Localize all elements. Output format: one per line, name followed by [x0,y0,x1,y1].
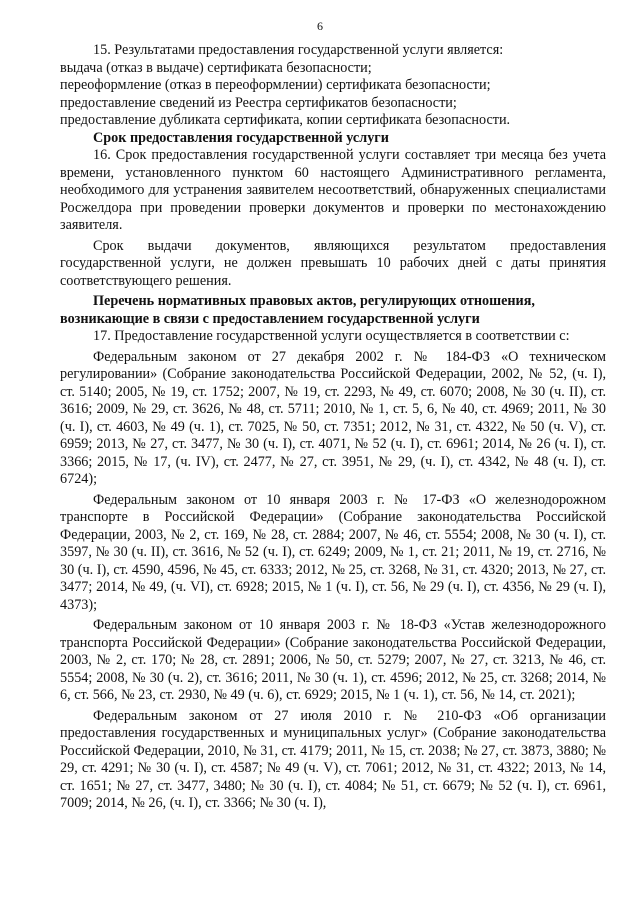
section-heading-legal-acts: Перечень нормативных правовых актов, регулирующих отношения, [93,293,535,309]
paragraph-15: 15. Результатами предоставления государственной услуги является: [93,42,504,58]
result-item-reissue: переоформление (отказ в переоформлении) сертификата безопасности; [60,77,491,93]
result-item-issue: выдача (отказ в выдаче) сертификата безопасности; [60,59,372,76]
result-item-registry: предоставление сведений из Реестра сертификатов безопасности; [60,94,457,111]
section-heading-term: Срок предоставления государственной услуги [93,129,389,146]
law-210-fz: Федеральным законом от 27 июля 2010 г. № 210-ФЗ «Об организации предоставления государственных и муниципальных услуг» (Собрание законодательства Российской Федерации, 2010, № 31, ст. 4179; 2011, № 15, ст. 2038; № 27, ст. 3873, 3880; № 29, ст. 4291; № 30 (ч. I), ст. 4587; № 49 (ч. V), ст. 7061; 2012, № 31, ст. 4322; 2013, № 14, ст. 1651; № 27, ст. 3477, 3480; № 30 (ч. I), ст. 4084; № 51, ст. 6679; № 52 (ч. I), ст. 6961, 7009; 2014, № 26, (ч. I), ст. 3366; № 30 (ч. I), [60,707,606,811]
paragraph-issue-term: Срок выдачи документов, являющихся результатом предоставления государственной услуги, не должен превышать 10 рабочих дней с даты принятия соответствующего решения. [60,237,606,289]
law-184-fz: Федеральным законом от 27 декабря 2002 г. № 184-ФЗ «О техническом регулировании» (Собрание законодательства Российской Федерации, 2002, № 52, (ч. I), ст. 5140; 2005, № 19, ст. 1752; 2007, № 19, ст. 2293, № 49, ст. 6070; 2008, № 30 (ч. II), ст. 3616; 2009, № 29, ст. 3626, № 48, ст. 5711; 2010, № 1, ст. 5, 6, № 40, ст. 4969; 2011, № 30 (ч. I), ст. 4603, № 49 (ч. 1), ст. 7025, № 50, ст. 7351; 2012, № 31, ст. 4322, № 50 (ч. V), ст. 6959; 2013, № 27, ст. 3477, № 30 (ч. I), ст. 4071, № 52 (ч. I), ст. 6961; 2014, № 26 (ч. I), ст. 3366; 2015, № 17, (ч. IV), ст. 2477, № 27, ст. 3951, № 29, (ч. I), ст. 4342, № 48 (ч. I), ст. 6724); [60,348,606,487]
law-17-fz: Федеральным законом от 10 января 2003 г. № 17-ФЗ «О железнодорожном транспорте в Российской Федерации» (Собрание законодательства Российской Федерации, 2003, № 2, ст. 169, № 28, ст. 2884; 2007, № 46, ст. 5554; 2008, № 30 (ч. I), ст. 3597, № 30 (ч. II), ст. 3616, № 52 (ч. I), ст. 6249; 2009, № 1, ст. 21; 2011, № 19, ст. 2716, № 30 (ч. I), ст. 4590, 4596, № 45, ст. 6333; 2012, № 25, ст. 3268, № 31, ст. 4320; 2013, № 27, ст. 3477; 2014, № 49, (ч. VI), ст. 6928; 2015, № 1 (ч. I), ст. 56, № 29 (ч. I), ст. 4356, № 29 (ч. I), 4373); [60,491,606,613]
law-18-fz: Федеральным законом от 10 января 2003 г. № 18-ФЗ «Устав железнодорожного транспорта Российской Федерации» (Собрание законодательства Российской Федерации, 2003, № 2, ст. 170; № 28, ст. 2891; 2006, № 50, ст. 5279; 2007, № 27, ст. 3213, № 46, ст. 5554; 2008, № 30 (ч. 2), ст. 3616; 2011, № 30 (ч. 1), ст. 4596; 2012, № 25, ст. 3268; 2014, № 6, ст. 566, № 23, ст. 2930, № 49 (ч. 6), ст. 6929; 2015, № 1 (ч. 1), ст. 56, № 14, ст. 2021); [60,617,606,703]
paragraph-16: 16. Срок предоставления государственной услуги составляет три месяца без учета времени, установленного пунктом 60 настоящего Административного регламента, необходимого для устранения заявителем несоответствий, обнаруженных специалистами Росжелдора при проведении проверки документов и проверки по местонахождению заявителя. [60,147,606,233]
page-number: 6 [317,19,323,33]
section-heading-legal-acts-cont: возникающие в связи с предоставлением государственной услуги [60,310,480,327]
paragraph-17: 17. Предоставление государственной услуги осуществляется в соответствии с: [93,328,570,344]
result-item-duplicate: предоставление дубликата сертификата, копии сертификата безопасности. [60,112,511,128]
